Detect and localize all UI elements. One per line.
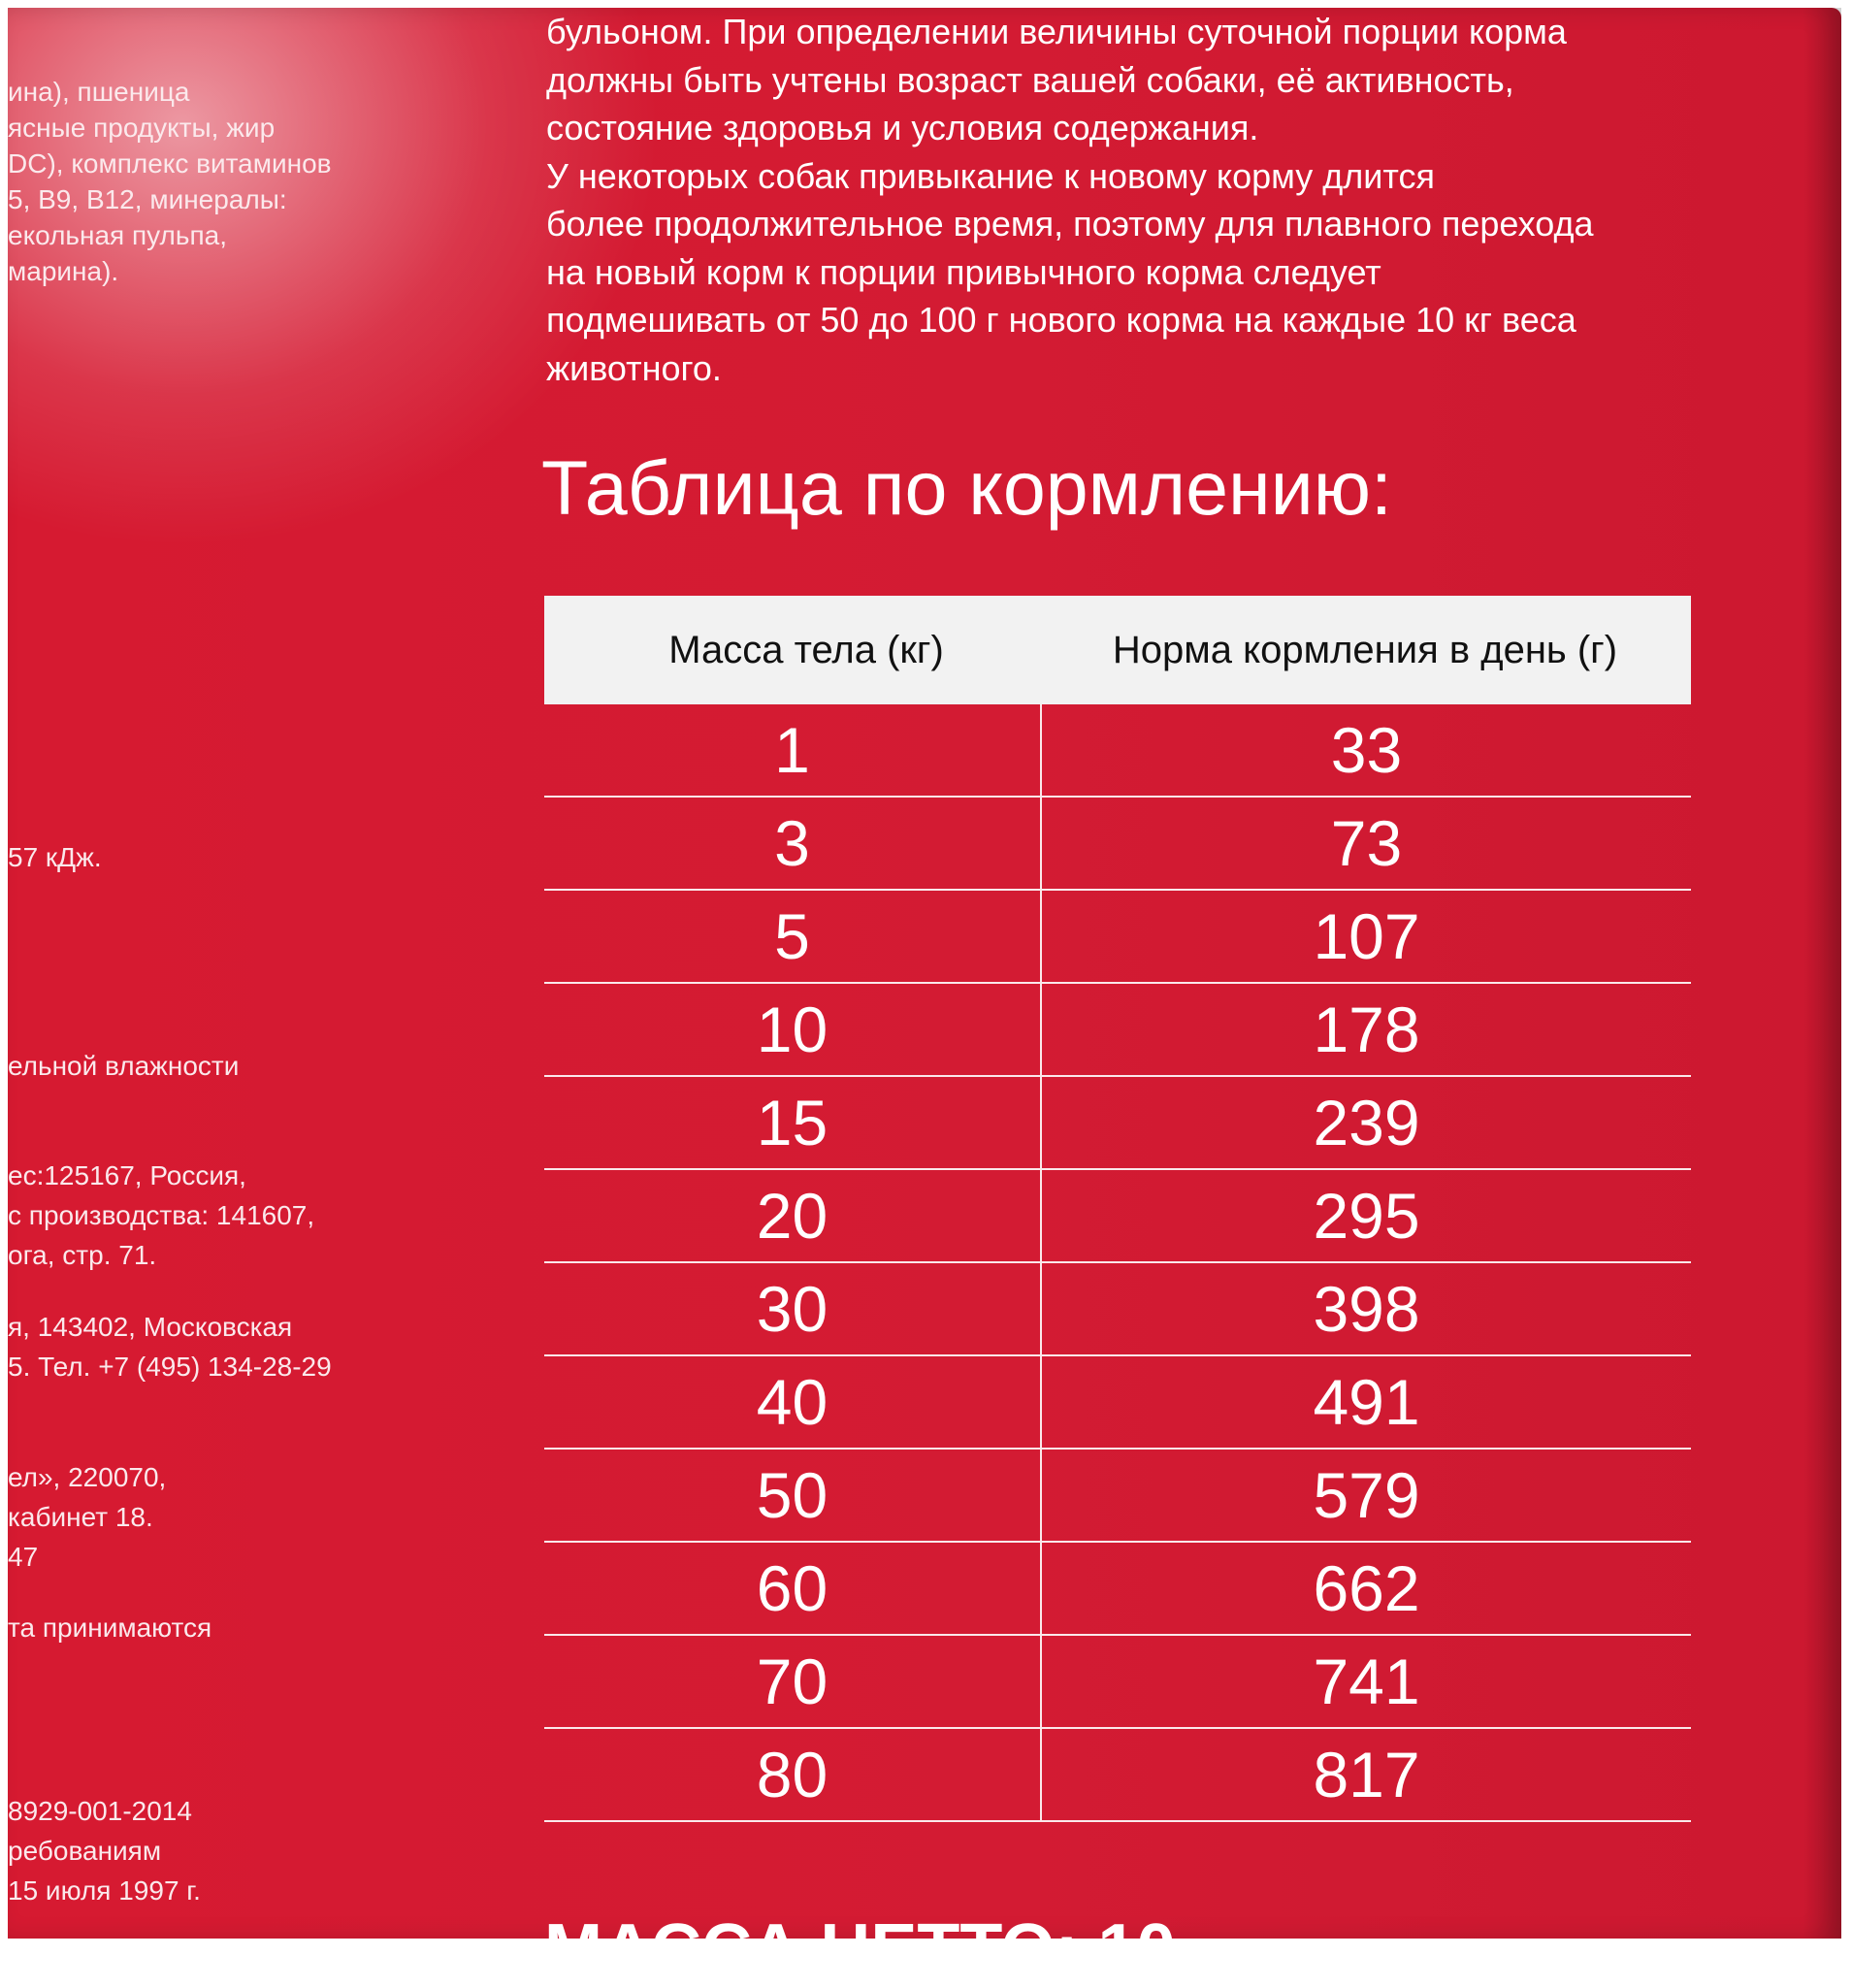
daily-norm-cell: 662 (1313, 1552, 1420, 1624)
table-row (544, 798, 1691, 891)
body-mass-cell: 70 (544, 1636, 1042, 1727)
daily-norm-cell: 73 (1330, 807, 1403, 879)
body-mass-cell: 5 (544, 891, 1042, 982)
energy-line: 57 кДж. (8, 842, 102, 872)
feeding-table (544, 596, 1691, 1822)
daily-norm-cell: 107 (1313, 900, 1420, 972)
table-row (544, 984, 1691, 1077)
daily-norm-cell: 33 (1330, 714, 1403, 786)
table-row (544, 1356, 1691, 1450)
ingredients-line: ясные продукты, жир (8, 113, 276, 143)
instruction-line: У некоторых собак привыкание к новому корму длится (546, 155, 1435, 196)
table-row (544, 1729, 1691, 1822)
body-mass-cell: 20 (544, 1170, 1042, 1261)
instruction-line: состояние здоровья и условия содержания. (546, 108, 1259, 147)
left-info-column (8, 8, 376, 1939)
table-row (544, 1077, 1691, 1170)
daily-norm-cell: 817 (1313, 1739, 1420, 1810)
table-row (544, 1263, 1691, 1356)
ingredients-line: DC), комплекс витаминов (8, 148, 332, 179)
instruction-line: на новый корм к порции привычного корма следует (546, 251, 1381, 292)
ingredients-line: екольная пульпа, (8, 220, 227, 250)
feeding-instructions (546, 8, 1710, 392)
table-row (544, 891, 1691, 984)
body-mass-cell: 15 (544, 1077, 1042, 1168)
daily-norm-cell: 579 (1313, 1459, 1420, 1531)
net-mass-label: МАССА НЕТТО: 10 (544, 1910, 1176, 1988)
standard-line: ребованиям (8, 1836, 162, 1866)
distributor-line: кабинет 18. (8, 1502, 153, 1532)
address-line: ога, стр. 71. (8, 1240, 157, 1270)
storage-line: ельной влажности (8, 1051, 240, 1081)
claims-line: та принимаются (8, 1613, 212, 1643)
address-line: с производства: 141607, (8, 1200, 315, 1230)
table-row (544, 1450, 1691, 1543)
body-mass-cell: 10 (544, 984, 1042, 1075)
table-row (544, 1636, 1691, 1729)
column-header-body-mass: Масса тела (кг) (668, 628, 944, 671)
food-package-back (8, 8, 1841, 1988)
daily-norm-cell: 398 (1313, 1273, 1420, 1345)
body-mass-cell: 40 (544, 1356, 1042, 1448)
body-mass-cell: 50 (544, 1450, 1042, 1541)
table-row (544, 704, 1691, 798)
standard-line: 8929-001-2014 (8, 1796, 192, 1826)
body-mass-cell: 3 (544, 798, 1042, 889)
ingredients-line: 5, B9, B12, минералы: (8, 184, 287, 214)
daily-norm-cell: 491 (1313, 1366, 1420, 1438)
instruction-line: более продолжительное время, поэтому для плавного перехода (546, 204, 1594, 244)
daily-norm-cell: 178 (1313, 994, 1420, 1065)
ingredients-line: ина), пшеница (8, 77, 190, 107)
distributor-line: 47 (8, 1542, 39, 1572)
table-header (544, 596, 1691, 704)
body-mass-cell: 80 (544, 1729, 1042, 1820)
importer-line: 5. Тел. +7 (495) 134-28-29 (8, 1352, 332, 1382)
instruction-line: животного. (546, 347, 722, 388)
column-header-daily-norm: Норма кормления в день (г) (1112, 628, 1618, 671)
distributor-line: ел», 220070, (8, 1462, 167, 1492)
standard-line: 15 июля 1997 г. (8, 1875, 201, 1906)
instruction-line: бульоном. При определении величины суточной порции корма (546, 12, 1567, 51)
body-mass-cell: 30 (544, 1263, 1042, 1354)
daily-norm-cell: 741 (1313, 1646, 1420, 1717)
instruction-line: подмешивать от 50 до 100 г нового корма на каждые 10 кг веса (546, 300, 1576, 340)
table-row (544, 1543, 1691, 1636)
address-line: ес:125167, Россия, (8, 1160, 246, 1190)
table-row (544, 1170, 1691, 1263)
daily-norm-cell: 239 (1313, 1087, 1420, 1158)
body-mass-cell: 60 (544, 1543, 1042, 1634)
daily-norm-cell: 295 (1313, 1180, 1420, 1252)
table-body (544, 704, 1691, 1822)
feeding-table-title: Таблица по кормлению: (541, 444, 1392, 531)
body-mass-cell: 1 (544, 704, 1042, 796)
ingredients-line: марина). (8, 256, 119, 286)
instruction-line: должны быть учтены возраст вашей собаки, её активность, (546, 59, 1514, 100)
importer-line: я, 143402, Московская (8, 1312, 293, 1342)
